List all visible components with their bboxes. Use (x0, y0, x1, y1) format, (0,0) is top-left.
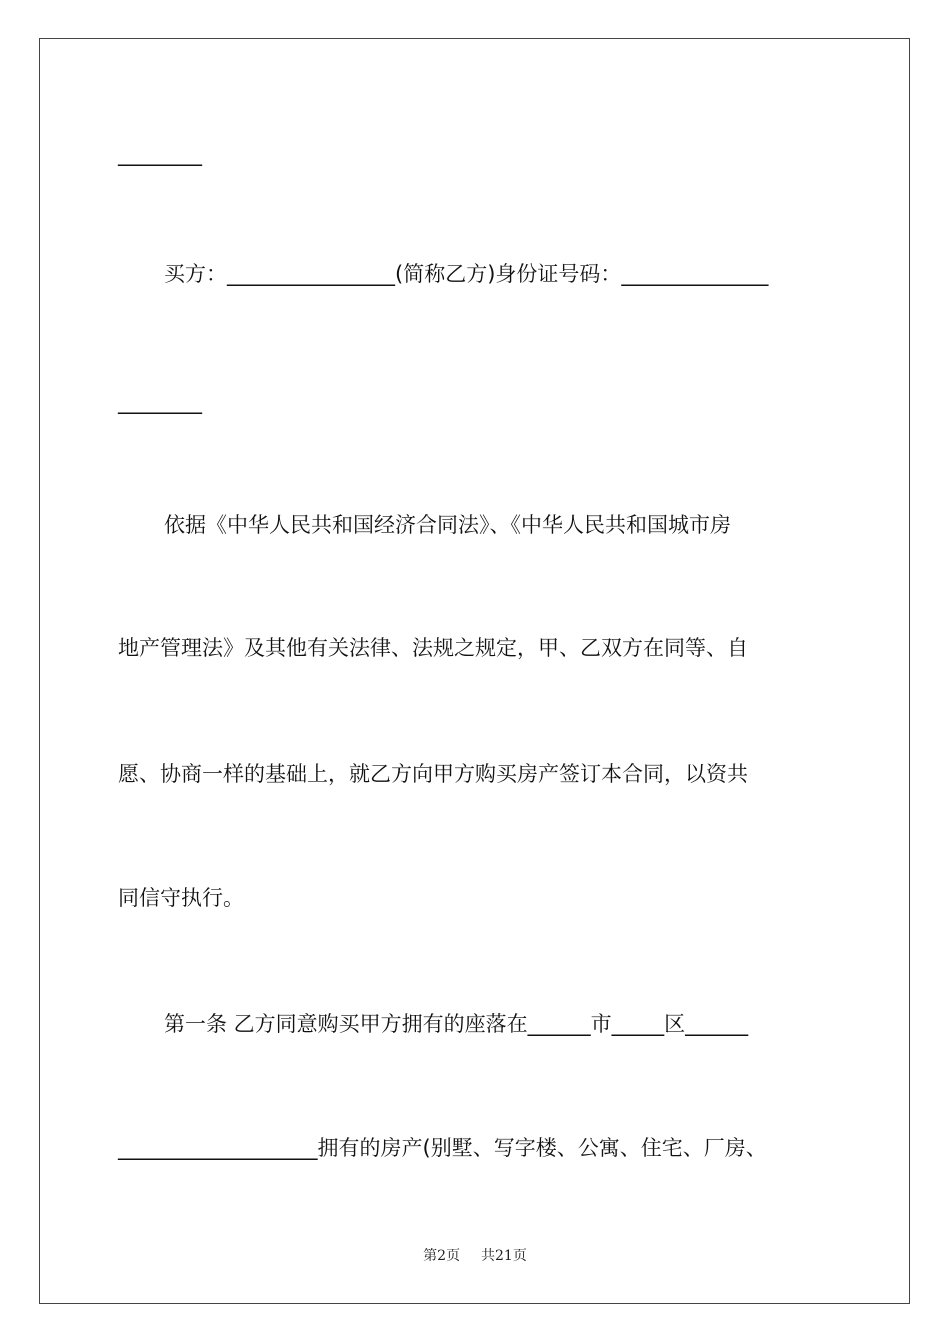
blank-line: ________ (118, 142, 202, 166)
page-footer (0, 1245, 950, 1265)
article-line: 第一条 乙方同意购买甲方拥有的座落在______市_____区______ (164, 1012, 749, 1036)
paragraph-line: 依据《中华人民共和国经济合同法》、《中华人民共和国城市房 (164, 513, 731, 537)
buyer-line: 买方：________________(简称乙方)身份证号码：______________ (164, 262, 769, 286)
article-line: ___________________拥有的房产(别墅、写字楼、公寓、住宅、厂房、 (118, 1136, 767, 1160)
paragraph-line: 愿、协商一样的基础上，就乙方向甲方购买房产签订本合同，以资共 (118, 762, 748, 786)
page-number: 第2页 (423, 1248, 461, 1264)
blank-line: ________ (118, 390, 202, 414)
paragraph-line: 地产管理法》及其他有关法律、法规之规定，甲、乙双方在同等、自 (118, 636, 748, 660)
page-border (39, 38, 910, 1304)
page-total: 共21页 (481, 1248, 527, 1264)
paragraph-line: 同信守执行。 (118, 886, 244, 910)
